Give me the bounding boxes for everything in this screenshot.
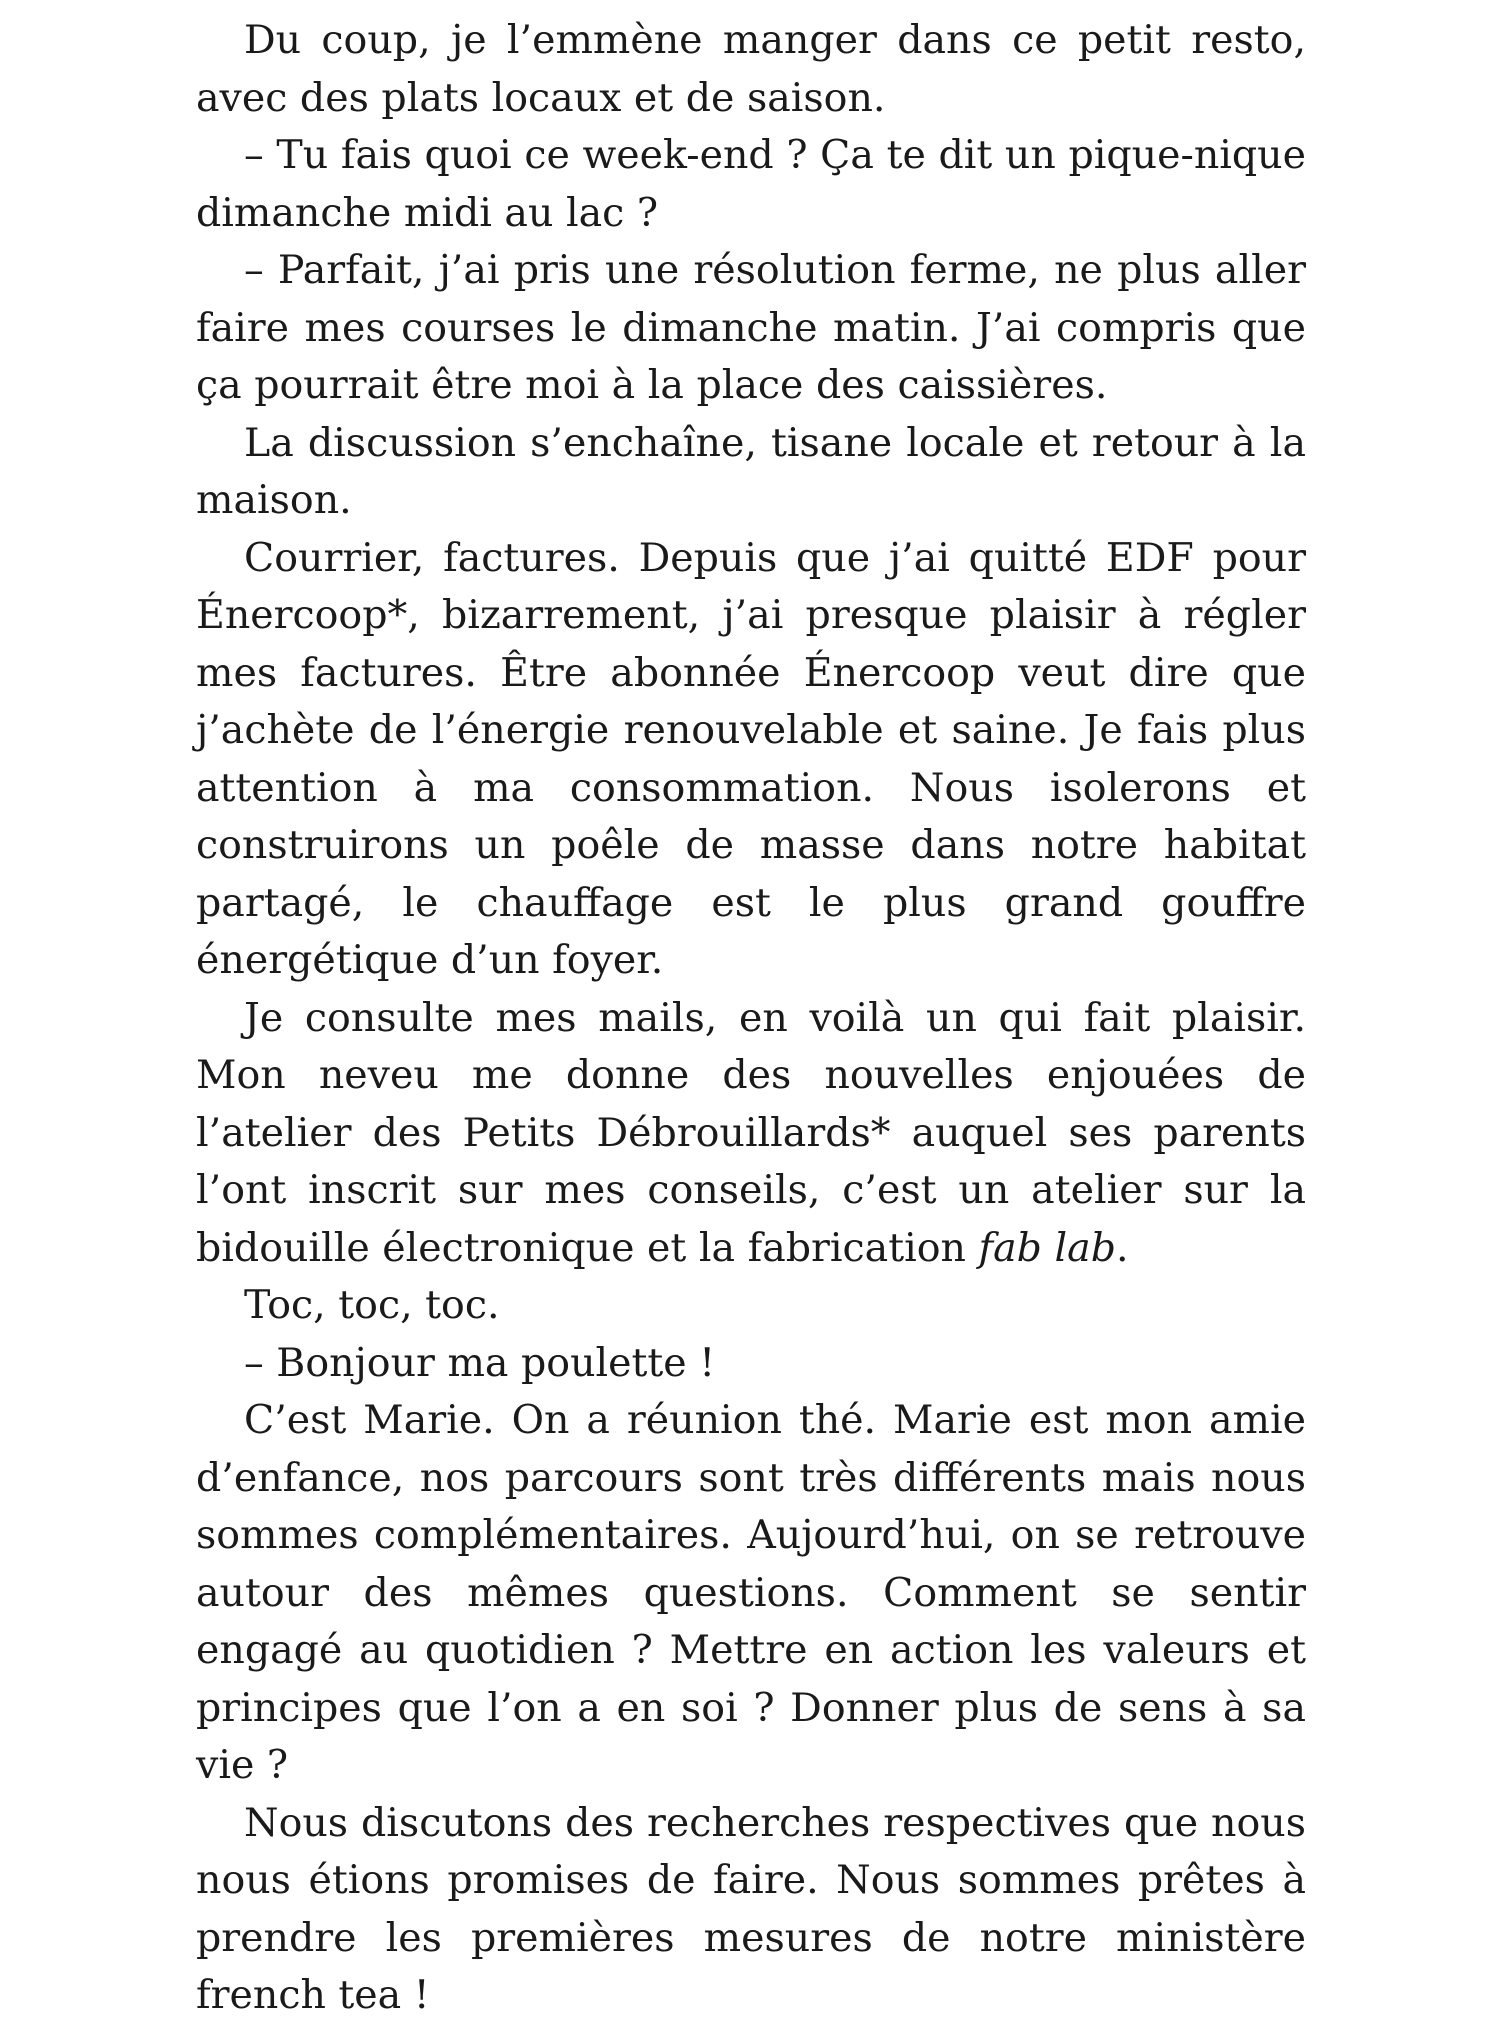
paragraph-6-end: . <box>1115 1224 1129 1271</box>
paragraph-1: Du coup, je l’emmène manger dans ce petit resto, avec des plats locaux et de saison. <box>196 17 1306 121</box>
paragraph-6-italic: fab lab <box>978 1224 1116 1271</box>
paragraph-3: – Parfait, j’ai pris une résolution ferme, ne plus aller faire mes courses le dimanche matin. J’ai compris que ça pourrait être moi à la place des caissières. <box>196 247 1306 408</box>
paragraph-6 <box>196 990 1306 1278</box>
page-body <box>196 12 1306 2025</box>
paragraph-7: Toc, toc, toc. <box>244 1282 500 1328</box>
paragraph-5: Courrier, factures. Depuis que j’ai quitté EDF pour Énercoop*, bizarrement, j’ai presque plaisir à régler mes factures. Être abonnée Énercoop veut dire que j’achète de l’énergie renouvelable et saine. Je fais plus attention à ma consommation. Nous isolerons et construirons un poêle de masse dans notre habitat partagé, le chauffage est le plus grand gouffre énergétique d’un foyer. <box>196 534 1306 983</box>
paragraph-9: C’est Marie. On a réunion thé. Marie est mon amie d’enfance, nos parcours sont très différents mais nous sommes complémentaires. Aujourd’hui, on se retrouve autour des mêmes questions. Comment se sentir engagé au quotidien ? Mettre en action les valeurs et principes que l’on a en soi ? Donner plus de sens à sa vie ? <box>196 1397 1306 1788</box>
paragraph-2: – Tu fais quoi ce week-end ? Ça te dit un pique-nique dimanche midi au lac ? <box>196 132 1306 236</box>
paragraph-10: Nous discutons des recherches respectives que nous nous étions promises de faire. Nous sommes prêtes à prendre les premières mesures de notre ministère french tea ! <box>196 1799 1306 2018</box>
paragraph-6-text: Je consulte mes mails, en voilà un qui fait plaisir. Mon neveu me donne des nouvelles enjouées de l’atelier des Petits Débrouillards* auquel ses parents l’ont inscrit sur mes conseils, c’est un atelier sur la bidouille électronique et la fabrication <box>196 994 1306 1271</box>
paragraph-4: La discussion s’enchaîne, tisane locale et retour à la maison. <box>196 419 1306 523</box>
paragraph-8: – Bonjour ma poulette ! <box>244 1339 716 1386</box>
